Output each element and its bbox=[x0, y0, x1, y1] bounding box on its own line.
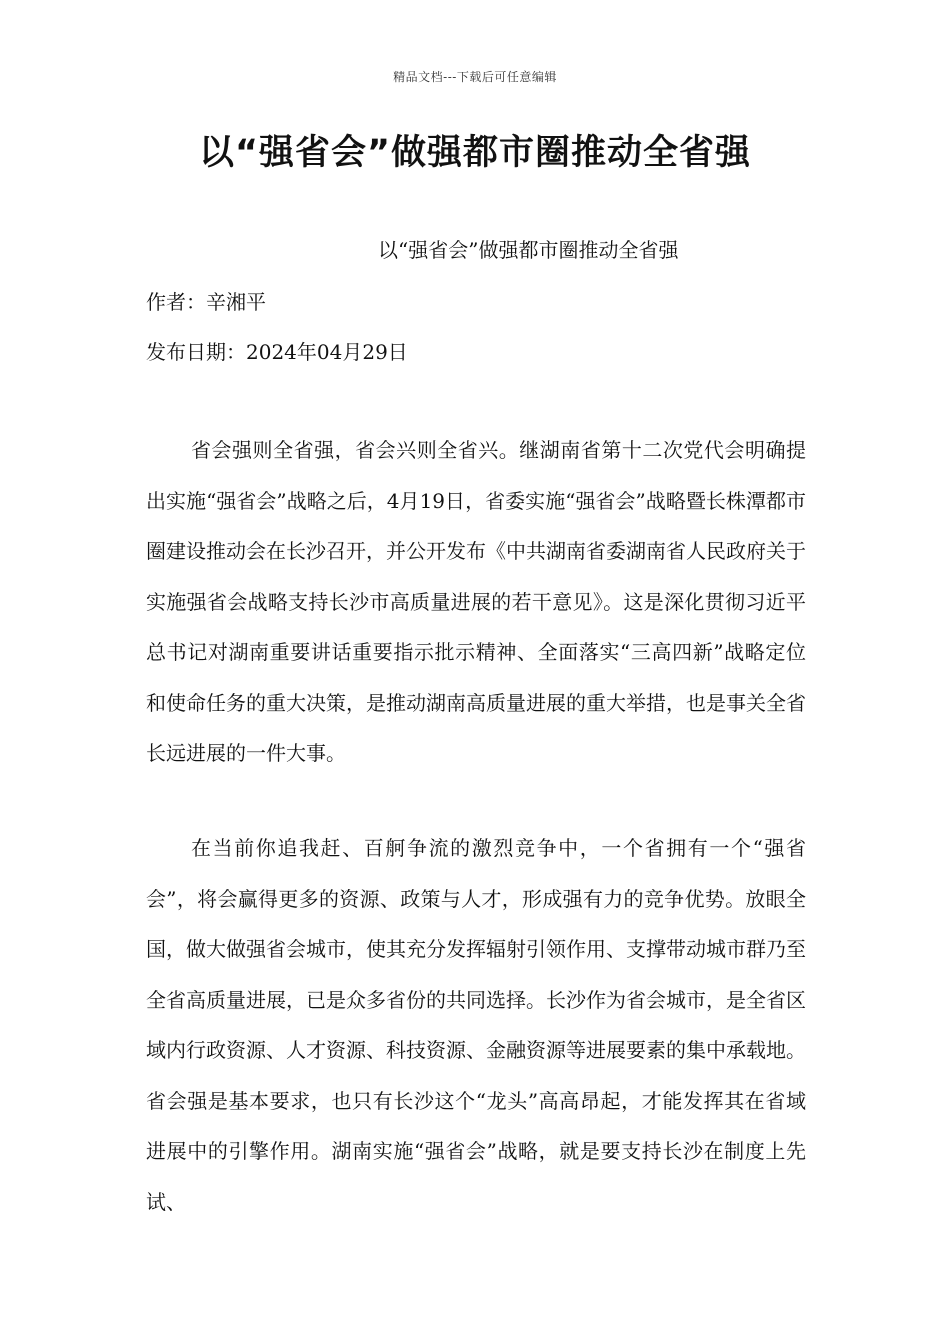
author-line: 作者：辛湘平 bbox=[146, 290, 266, 314]
body-paragraph: 省会强则全省强，省会兴则全省兴。继湖南省第十二次党代会明确提出实施“强省会”战略之后，4月19日，省委实施“强省会”战略暨长株潭都市圈建设推动会在长沙召开，并公开发布《中共湖南省委湖南省人民政府关于实施强省会战略支持长沙市高质量进展的若干意见》。这是深化贯彻习近平总书记对湖南重要讲话重要指示批示精神、全面落实“三高四新”战略定位和使命任务的重大决策，是推动湖南高质量进展的重大举措，也是事关全省长远进展的一件大事。 bbox=[146, 438, 806, 765]
publish-date-line: 发布日期：2024年04月29日 bbox=[146, 340, 408, 364]
page-title: 以“强省会”做强都市圈推动全省强 bbox=[198, 133, 751, 173]
article-subtitle: 以“强省会”做强都市圈推动全省强 bbox=[378, 238, 679, 262]
header-note: 精品文档---下载后可任意编辑 bbox=[393, 70, 557, 84]
body-paragraph: 在当前你追我赶、百舸争流的激烈竞争中，一个省拥有一个“强省会”，将会赢得更多的资源、政策与人才，形成强有力的竞争优势。放眼全国，做大做强省会城市，使其充分发挥辐射引领作用、支撑带动城市群乃至全省高质量进展，已是众多省份的共同选择。长沙作为省会城市，是全省区域内行政资源、人才资源、科技资源、金融资源等进展要素的集中承载地。省会强是基本要求，也只有长沙这个“龙头”高高昂起，才能发挥其在省域进展中的引擎作用。湖南实施“强省会”战略，就是要支持长沙在制度上先试、 bbox=[146, 836, 806, 1214]
